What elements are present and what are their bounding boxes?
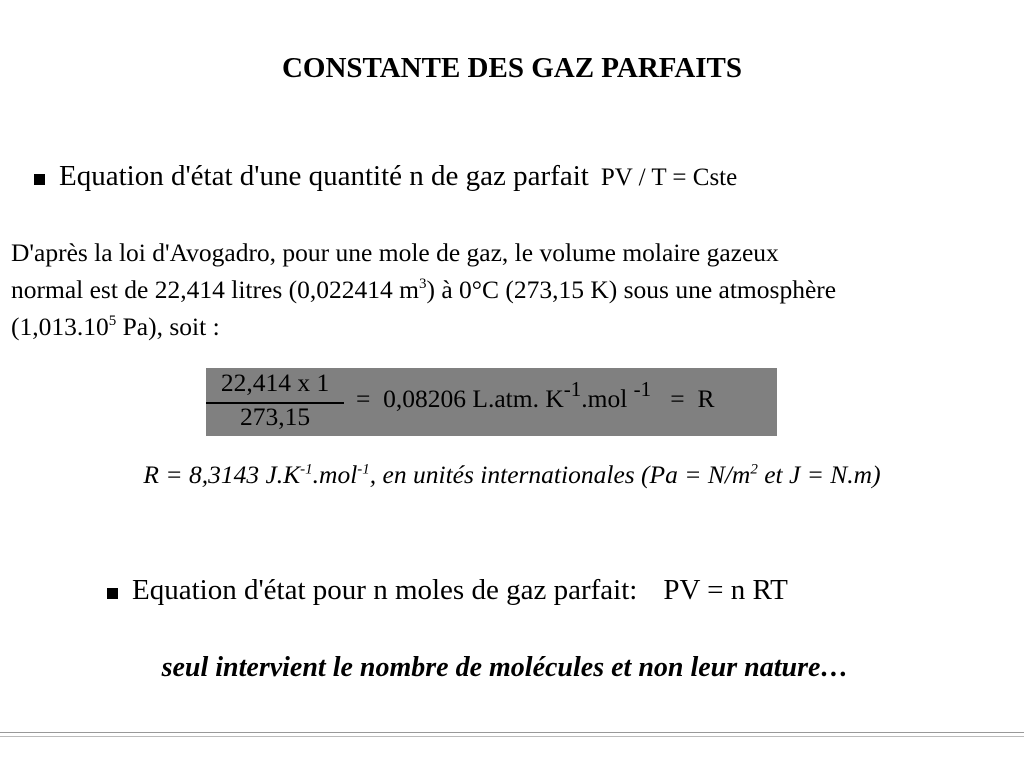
superscript-3: 3: [418, 275, 427, 292]
avogadro-paragraph: [11, 234, 1021, 345]
bullet-item-equation-state: [34, 160, 737, 193]
footer-divider: [0, 732, 1024, 733]
paragraph-line-3-text-b: Pa), soit :: [116, 312, 220, 341]
formula-value-a: 0,08206 L.atm. K: [383, 384, 564, 413]
slide-title: CONSTANTE DES GAZ PARFAITS: [281, 52, 743, 84]
formula-value-b: .mol: [581, 384, 628, 413]
superscript-minus-1-mol: -1: [633, 376, 652, 401]
equals-sign-1: =: [356, 384, 371, 413]
r-value-si: [0, 460, 1024, 490]
paragraph-line-1: D'après la loi d'Avogadro, pour une mole de gaz, le volume molaire gazeux: [11, 238, 779, 267]
equation-pv-t: PV / T = Cste: [600, 164, 738, 191]
paragraph-line-2-text-a: normal est de 22,414 litres (0,022414 m: [11, 275, 419, 304]
paragraph-line-2: [11, 271, 1021, 308]
fraction-denominator: 273,15: [239, 402, 311, 431]
paragraph-line-2-text-b: ) à 0°C (273,15 K) sous une atmosphère: [426, 275, 837, 304]
conclusion-text: seul intervient le nombre de molécules et non leur nature…: [161, 652, 849, 683]
superscript-2: 2: [750, 461, 758, 478]
paragraph-line-3-text-a: (1,013.10: [11, 312, 109, 341]
r-value-part-d: et J = N.m): [757, 460, 881, 489]
bullet-item-n-moles: [107, 574, 788, 607]
r-symbol: R: [697, 384, 715, 413]
superscript-5: 5: [108, 312, 117, 329]
fraction-numerator: 22,414 x 1: [220, 368, 330, 397]
equals-sign-2: =: [670, 384, 685, 413]
equation-pv-nrt: PV = n RT: [663, 574, 788, 606]
square-bullet-icon: [34, 174, 45, 185]
r-value-part-c: , en unités internationales (Pa = N/m: [369, 460, 751, 489]
superscript-minus-1-k: -1: [300, 461, 313, 478]
formula-box: [206, 368, 777, 436]
r-value-part-a: R = 8,3143 J.K: [143, 460, 301, 489]
superscript-minus-1-mol: -1: [357, 461, 370, 478]
superscript-minus-1-k: -1: [563, 376, 582, 401]
paragraph-line-3: [11, 308, 1021, 345]
footer-divider-secondary: [0, 736, 1024, 737]
bullet-text: Equation d'état pour n moles de gaz parfait:: [132, 574, 638, 606]
formula-result: [356, 376, 715, 414]
r-value-part-b: .mol: [312, 460, 358, 489]
square-bullet-icon: [107, 588, 118, 599]
bullet-text: Equation d'état d'une quantité n de gaz parfait: [59, 160, 589, 192]
